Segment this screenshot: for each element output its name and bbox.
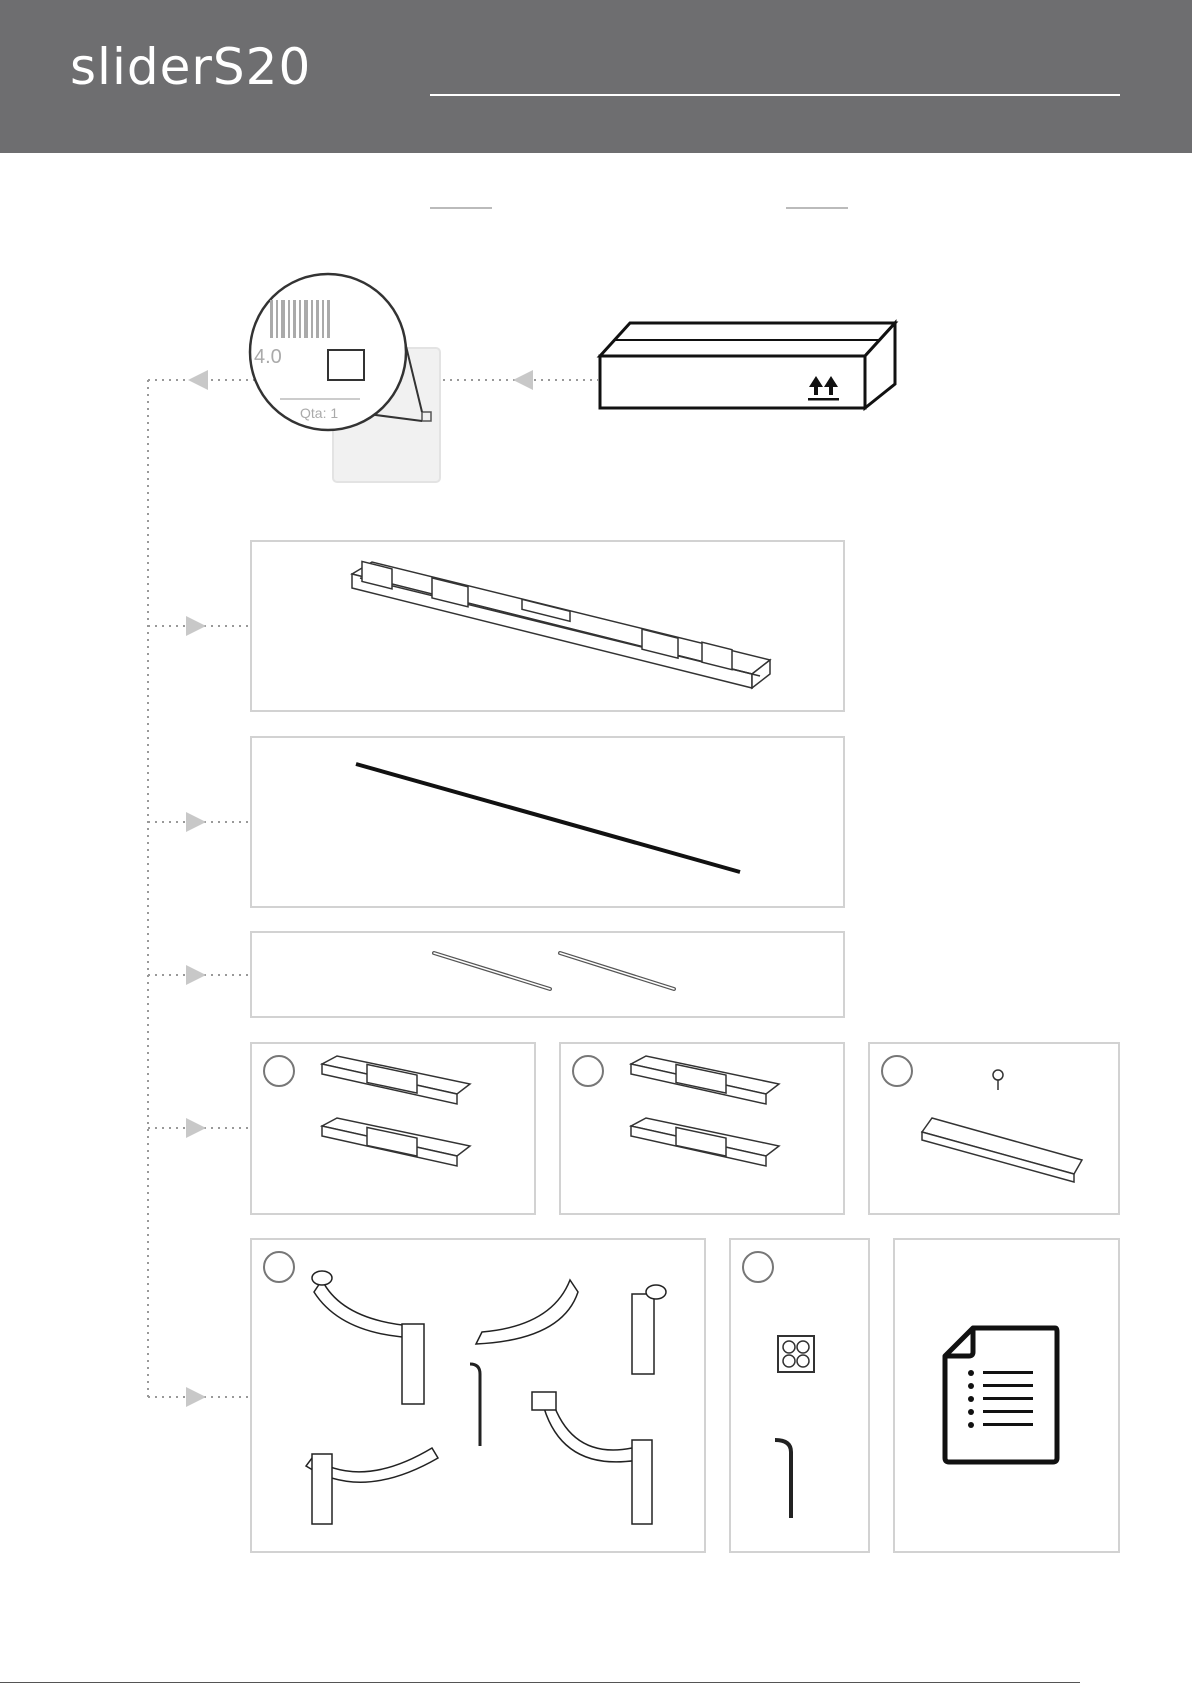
carriage-plates-illustration	[252, 1044, 538, 1217]
panel-carriage-plates-1	[250, 1042, 536, 1215]
panel-long-bar	[250, 736, 845, 908]
arrow-left-icon	[188, 370, 208, 390]
handles-illustration	[252, 1240, 708, 1555]
shipping-box	[595, 318, 915, 418]
package-label-number: 4.0	[254, 346, 282, 368]
panel-track-rail	[250, 540, 845, 712]
panel-thin-rods	[250, 931, 845, 1018]
arrow-right-icon	[186, 812, 206, 832]
document-icon	[895, 1240, 1122, 1555]
long-bar-illustration	[252, 738, 847, 910]
brand-logo: sliderS20	[70, 38, 312, 96]
angle-bracket-illustration	[870, 1044, 1122, 1217]
panel-handles	[250, 1238, 706, 1553]
panel-angle-bracket	[868, 1042, 1120, 1215]
pads-hexkey-illustration	[731, 1240, 872, 1555]
arrow-right-icon	[186, 1118, 206, 1138]
panel-carriage-plates-2	[559, 1042, 845, 1215]
panel-pads-hexkey	[729, 1238, 870, 1553]
track-rail-illustration	[252, 542, 847, 714]
panel-instructions	[893, 1238, 1120, 1553]
arrow-right-icon	[186, 1387, 206, 1407]
footer-rule	[0, 1682, 1080, 1683]
carriage-plates-illustration	[561, 1044, 847, 1217]
arrow-right-icon	[186, 616, 206, 636]
package-bag-magnifier	[250, 276, 450, 486]
arrow-left-icon	[513, 370, 533, 390]
arrow-right-icon	[186, 965, 206, 985]
thin-rods-illustration	[252, 933, 847, 1020]
package-label-qty: Qta: 1	[300, 405, 339, 421]
